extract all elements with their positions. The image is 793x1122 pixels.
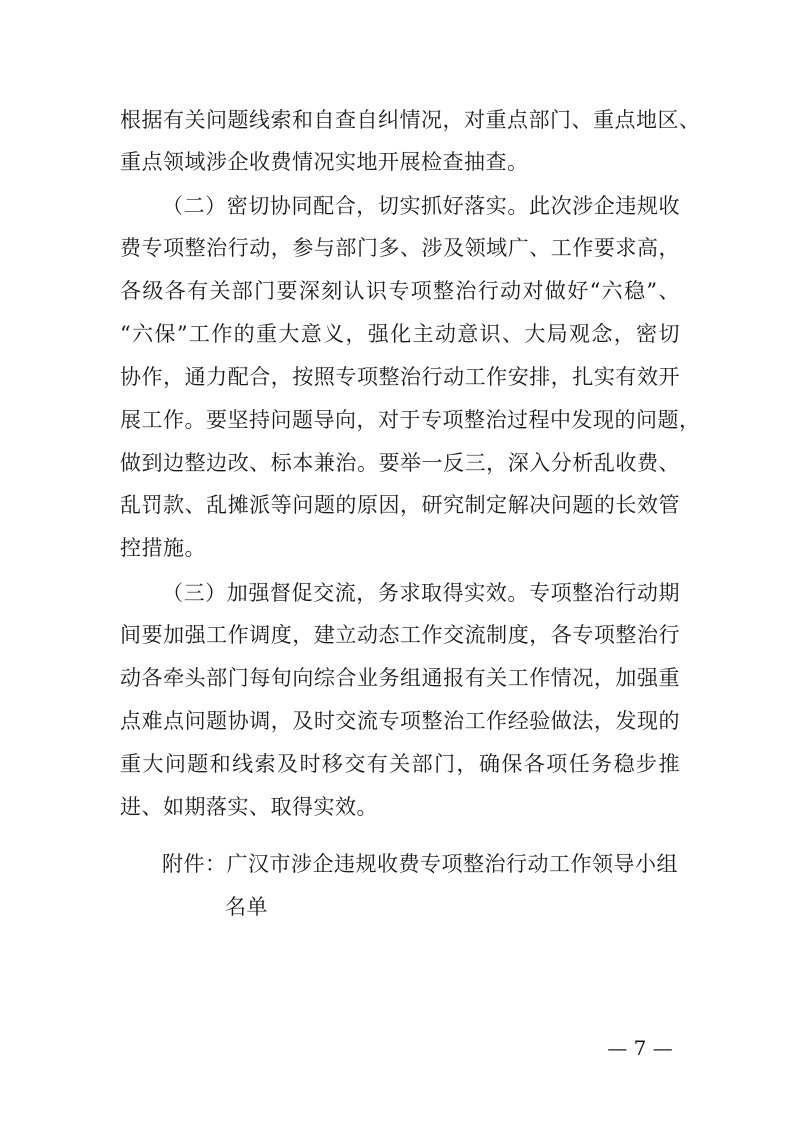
paragraph-line: 重点领域涉企收费情况实地开展检查抽查。 <box>120 150 529 174</box>
attachment-line: 附件：广汉市涉企违规收费专项整治行动工作领导小组 <box>162 852 678 876</box>
paragraph-line: 进、如期落实、取得实效。 <box>120 795 378 819</box>
paragraph-line: 间要加强工作调度，建立动态工作交流制度，各专项整治行 <box>120 623 680 647</box>
page-number: — 7 — <box>607 1036 673 1060</box>
paragraph-line: 动各牵头部门每旬向综合业务组通报有关工作情况，加强重 <box>120 666 680 690</box>
paragraph-line: 乱罚款、乱摊派等问题的原因，研究制定解决问题的长效管 <box>120 493 680 517</box>
paragraph-line: 做到边整边改、标本兼治。要举一反三，深入分析乱收费、 <box>120 451 680 475</box>
paragraph-line: “六保”工作的重大意义，强化主动意识、大局观念，密切 <box>120 322 680 346</box>
section-heading-line: （二）密切协同配合，切实抓好落实。此次涉企违规收 <box>162 194 680 218</box>
paragraph-line: 各级各有关部门要深刻认识专项整治行动对做好“六稳”、 <box>120 279 680 303</box>
paragraph-line: 控措施。 <box>120 536 206 560</box>
paragraph-line: 费专项整治行动，参与部门多、涉及领域广、工作要求高， <box>120 236 680 260</box>
section-heading-line: （三）加强督促交流，务求取得实效。专项整治行动期 <box>162 581 680 605</box>
attachment-line-continued: 名单 <box>225 895 268 919</box>
paragraph-line: 重大问题和线索及时移交有关部门，确保各项任务稳步推 <box>120 752 680 776</box>
paragraph-line: 点难点问题协调，及时交流专项整治工作经验做法，发现的 <box>120 709 680 733</box>
paragraph-line: 展工作。要坚持问题导向，对于专项整治过程中发现的问题， <box>120 408 701 432</box>
paragraph-line: 根据有关问题线索和自查自纠情况，对重点部门、重点地区、 <box>120 108 701 132</box>
paragraph-line: 协作，通力配合，按照专项整治行动工作安排，扎实有效开 <box>120 365 680 389</box>
